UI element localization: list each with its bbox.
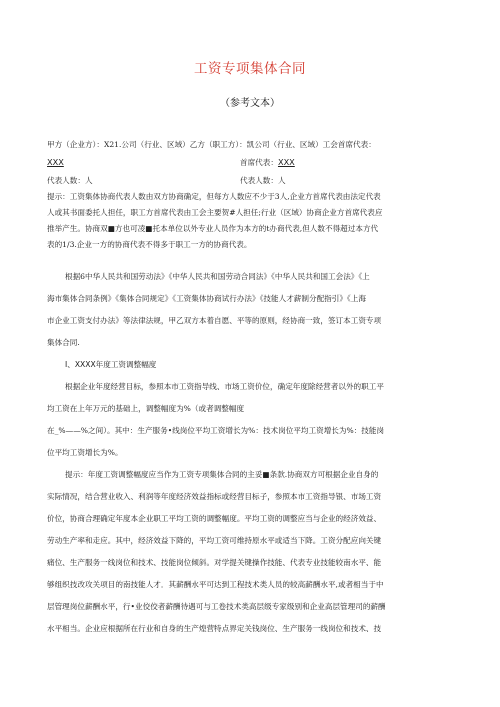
tip-line: 层管理岗位薪酬水平，行•业佼佼者薪酬待遇可与工卷技术类高层级专家级别和企业高层管理司的薪酬 bbox=[47, 602, 386, 611]
tip-line: 价位，协商合理确定年度本企业职工平均工资的调整幅度。平均工资的调整应当与企业的经济效益、 bbox=[47, 514, 382, 523]
party-line: 甲方（企业方）：X21.公司（行业、区域）乙方（职工方）：凯公司（行业、区域）工会首席代表： bbox=[47, 140, 376, 149]
basis-line: 集体合同. bbox=[47, 338, 80, 347]
document-title: 工资专项集体合同 bbox=[194, 61, 306, 77]
section-line: 位平均工资增长为%。 bbox=[47, 448, 123, 457]
tip-line: 劳动生产率和走应。其中，经济效益下降的，平均工资可维持原水平或适当下降。工资分配应向关键 bbox=[47, 536, 382, 545]
note-line: 人或其书面委托人担任，职工方首席代表由工会主要贺#人担任;行业（区域）协商企业方首席代表应 bbox=[47, 208, 383, 217]
party-b-rep-value: XXX bbox=[277, 157, 295, 167]
section-line: 均工资在上年万元的基础上，调整幅度为%（或者调整幅度 bbox=[47, 404, 245, 413]
note-line: 提示：工资集体协商代表人数由双方协商确定，但每方人数应不少于3人,企业方首席代表由法定代表 bbox=[47, 192, 381, 201]
party-a-count: 代表人数：人 bbox=[47, 176, 93, 185]
note-line: 表的1/3.企业一方的协商代表不得多于职工一方的协商代表。 bbox=[47, 240, 252, 249]
document-subtitle: （参考文本） bbox=[220, 98, 280, 109]
basis-line: 根据6中华人民共和国劳动法》《中华人民共和国劳动合同法》《中华人民共和国工会法》《上 bbox=[65, 272, 370, 281]
party-a-rep-value: XXX bbox=[47, 157, 64, 167]
section-line: 在_%——%之间）。其中：生产服务•线岗位平均工资增长为%：技术岗位平均工资增长为%：技能岗 bbox=[47, 426, 385, 435]
party-b-count: 代表人数：人 bbox=[240, 176, 286, 185]
note-line: 推举产生。协商双■方也可凌■托本单位以外专业人员作为本方的t办商代表,但人数不得超过本方代 bbox=[47, 224, 379, 233]
tip-line: 实际情况，结合营业收入、利润等年度经济效益指标或经营目标子，参照本市工资指导银、市场工资 bbox=[47, 492, 382, 501]
basis-line: 海市集体合同条例》《集体合同规定》《工资集体协商试行办法》《技能人才薪制分配指引》《上海 bbox=[47, 294, 366, 303]
party-b-rep bbox=[240, 157, 295, 168]
section-line: 根据企业年度经营目标，参照本市工资指导线、市场工资价位，确定年度除经营者以外的职工平 bbox=[65, 382, 384, 391]
section-heading: I、XXXX年度工资调整幅度 bbox=[65, 360, 157, 369]
party-b-rep-label: 首席代表： bbox=[240, 158, 278, 167]
tip-line: 水平相当。企业应根据所在行业和自身的生产煌营特点界定关钱岗位、生产服务一线岗位和技术、技 bbox=[47, 624, 382, 633]
tip-line: 够组织技改攻关项目的南技能人才．其薪酬水平可达到工程技术类人员的较高薪酬水平,或者相当于中 bbox=[47, 580, 384, 589]
tip-line: 痛位、生产服务一线岗位和技术、技能岗位倾斜。对学提关键操作技能、代表专业技能较南水平、能 bbox=[47, 558, 382, 567]
basis-line: 市企业工资支付办法》等法律法规，甲乙双方本着自愿、平等的原则，经协商一致，签订本工资专项 bbox=[47, 316, 382, 325]
tip-line: 提示：年度工资调整幅度应当作为工资专项集体合同的主妥■条款.协商双方可根据企业自身的 bbox=[65, 470, 379, 479]
